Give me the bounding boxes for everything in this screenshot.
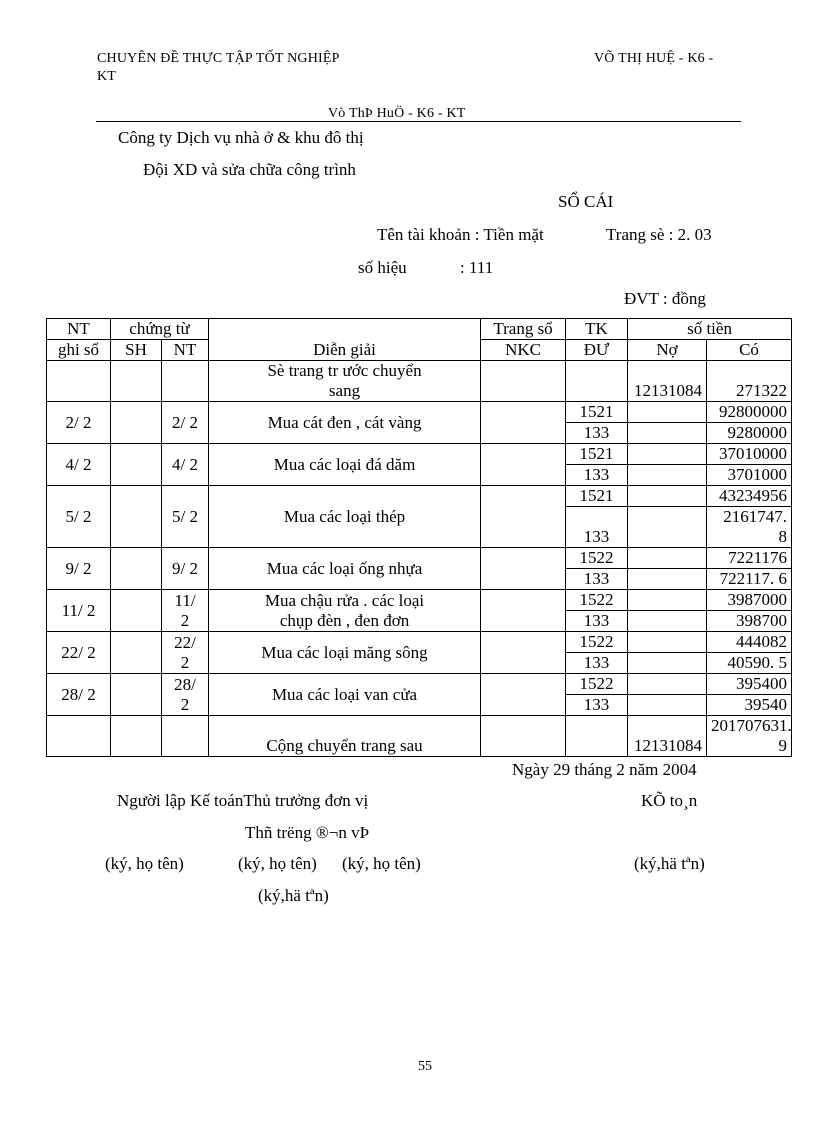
chief-title: Thñ trëng ®¬n vÞ	[245, 823, 370, 842]
col-voucher-header: chứng từ	[111, 319, 209, 340]
col-nkc-header: Trang sổ	[481, 319, 566, 340]
account-number: : 111	[460, 258, 494, 277]
signature-chief: (ký,hä tªn)	[258, 886, 329, 905]
company-name: Công ty Dịch vụ nhà ở & khu đô thị	[118, 128, 364, 147]
date-line: Ngày 29 tháng 2 năm 2004	[512, 760, 697, 779]
header-center: Vò ThÞ HuÖ - K6 - KT	[328, 106, 466, 121]
header-rule	[96, 121, 741, 122]
header-left-line2: KT	[97, 69, 117, 84]
opening-credit: 271322	[707, 361, 792, 402]
page-reference: Trang sè : 2. 03	[606, 225, 712, 244]
ledger-title: SỔ CÁI	[558, 192, 614, 211]
table-row: 133 39540	[47, 695, 792, 716]
opening-debit: 12131084	[628, 361, 707, 402]
col-credit-header: Có	[707, 340, 792, 361]
col-desc-header: Diễn giải	[209, 319, 481, 361]
closing-credit: 201707631. 9	[707, 716, 792, 757]
table-row: 28/ 2 28/ 2 Mua các loại van cửa 1522 395400	[47, 674, 792, 695]
col-nt-header-2: ghi sổ	[47, 340, 111, 361]
col-amount-header: số tiền	[628, 319, 792, 340]
auditor-title: KÕ to¸n	[641, 791, 698, 810]
col-nt-header: NT	[47, 319, 111, 340]
header-row-1	[47, 319, 792, 340]
table-row: 133 9280000	[47, 423, 792, 444]
signature-titles: Người lập Kế toánThủ trưởng đơn vị	[117, 791, 369, 810]
table-row: 133 40590. 5	[47, 653, 792, 674]
table-row: 133 3701000	[47, 465, 792, 486]
col-tk-header-2: ĐƯ	[566, 340, 628, 361]
col-nkc-header-2: NKC	[481, 340, 566, 361]
table-row: 22/ 2 22/ 2 Mua các loại măng sông 1522 444082	[47, 632, 792, 653]
opening-desc: Sè trang tr ước chuyển sang	[209, 361, 481, 402]
table-row-closing	[47, 716, 792, 757]
col-vnt-header: NT	[162, 340, 209, 361]
closing-debit: 12131084	[628, 716, 707, 757]
header-right: VÕ THỊ HUỆ - K6 -	[594, 51, 714, 66]
col-debit-header: Nợ	[628, 340, 707, 361]
col-tk-header: TK	[566, 319, 628, 340]
table-row: 2/ 2 2/ 2 Mua cát đen , cát vàng 1521 92800000	[47, 402, 792, 423]
table-row-opening	[47, 361, 792, 402]
table-row: 11/ 2 11/ 2 Mua chậu rửa . các loại chụp đèn , đen đơn 1522 3987000	[47, 590, 792, 611]
currency-unit: ĐVT : đồng	[624, 289, 706, 308]
page-number: 55	[418, 1059, 432, 1074]
col-sh-header: SH	[111, 340, 162, 361]
table-row: 133 398700	[47, 611, 792, 632]
table-row: 133 2161747. 8	[47, 507, 792, 548]
table-row: 5/ 2 5/ 2 Mua các loại thép 1521 43234956	[47, 486, 792, 507]
signature-auditor: (ký,hä tªn)	[634, 854, 705, 873]
signature-head: (ký, họ tên)	[342, 854, 421, 873]
ledger-table	[46, 318, 792, 757]
table-row: 9/ 2 9/ 2 Mua các loại ống nhựa 1522 7221176	[47, 548, 792, 569]
signature-accountant: (ký, họ tên)	[238, 854, 317, 873]
account-number-label: số hiệu	[358, 258, 407, 277]
team-name: Đội XD và sửa chữa công trình	[143, 160, 356, 179]
header-left-line1: CHUYÊN ĐỀ THỰC TẬP TỐT NGHIỆP	[97, 51, 340, 66]
table-row: 133 722117. 6	[47, 569, 792, 590]
closing-desc: Cộng chuyển trang sau	[209, 716, 481, 757]
account-name: Tên tài khoản : Tiền mặt	[377, 225, 544, 244]
table-row: 4/ 2 4/ 2 Mua các loại đá dăm 1521 37010000	[47, 444, 792, 465]
signature-preparer: (ký, họ tên)	[105, 854, 184, 873]
